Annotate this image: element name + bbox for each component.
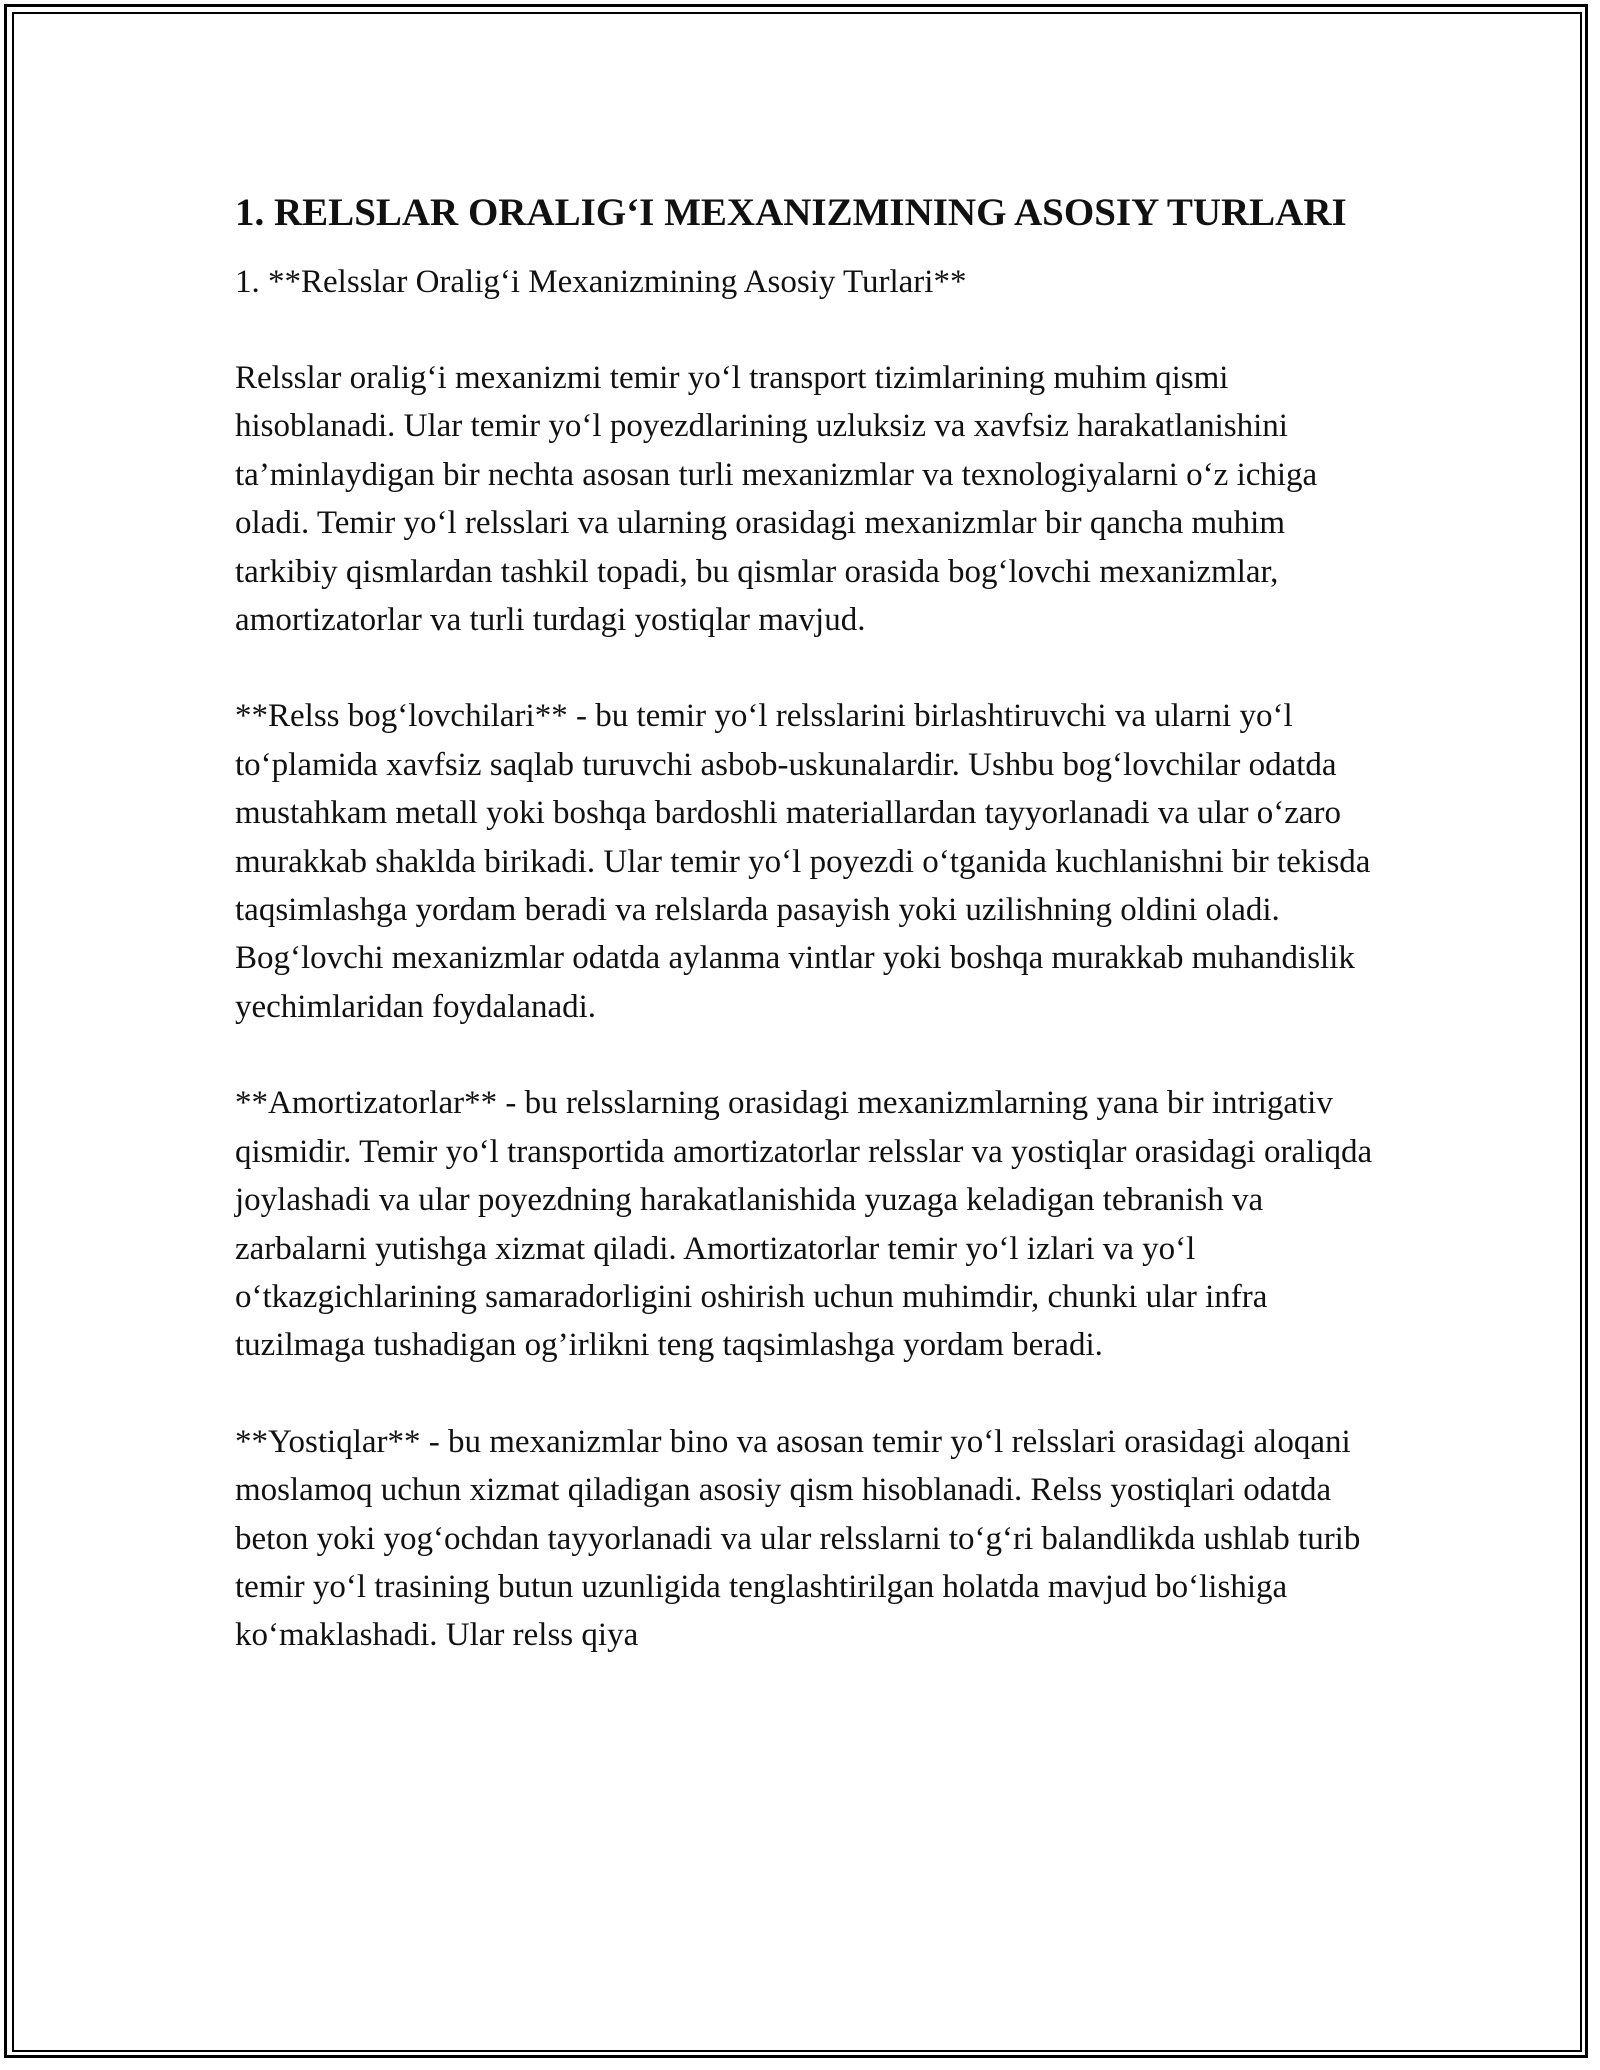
paragraph-relss-boglovchilari: **Relss bog‘lovchilari** - bu temir yo‘l relsslarini birlashtiruvchi va ularni yo‘l to‘plamida xavfsiz saqlab turuvchi asbob-uskunalardir. Ushbu bog‘lovchilar odatda mustahkam metall yoki boshqa bardoshli materiallardan tayyorlanadi va ular o‘zaro murakkab shaklda birikadi. Ular temir yo‘l poyezdi o‘tganida kuchlanishni bir tekisda taqsimlashga yordam beradi va relslarda pasayish yoki uzilishning oldini oladi. Bog‘lovchi mexanizmlar odatda aylanma vintlar yoki boshqa murakkab muhandislik yechimlaridan foydalanadi. — [235, 698, 1371, 1025]
paragraph-yostiqlar: **Yostiqlar** - bu mexanizmlar bino va asosan temir yo‘l relsslari orasidagi aloqani moslamoq uchun xizmat qiladigan asosiy qism hisoblanadi. Relss yostiqlari odatda beton yoki yog‘ochdan tayyorlanadi va ular relsslarni to‘g‘ri balandlikda ushlab turib temir yo‘l trasining butun uzunligida tenglashtirilgan holatda mavjud bo‘lishiga ko‘maklashadi. Ular relss qiya — [235, 1423, 1361, 1654]
paragraph-intro: Relsslar oralig‘i mexanizmi temir yo‘l transport tizimlarining muhim qismi hisoblanadi. Ular temir yo‘l poyezdlarining uzluksiz va xavfsiz harakatlanishini ta’minlaydigan bir nechta asosan turli mexanizmlar va texnologiyalarni o‘z ichiga oladi. Temir yo‘l relsslari va ularning orasidagi mexanizmlar bir qancha muhim tarkibiy qismlardan tashkil topadi, bu qismlar orasida bog‘lovchi mexanizmlar, amortizatorlar va turli turdagi yostiqlar mavjud. — [235, 360, 1318, 639]
section-subheading: 1. **Relsslar Oralig‘i Mexanizmining Asosiy Turlari** — [235, 264, 967, 300]
paragraph-amortizatorlar: **Amortizatorlar** - bu relsslarning orasidagi mexanizmlarning yana bir intrigativ qismidir. Temir yo‘l transportida amortizatorlar relsslar va yostiqlar orasidagi oraliqda joylashadi va ular poyezdning harakatlanishida yuzaga keladigan tebranish va zarbalarni yutishga xizmat qiladi. Amortizatorlar temir yo‘l izlari va yo‘l o‘tkazgichlarining samaradorligini oshirish uchun muhimdir, chunki ular infra tuzilmaga tushadigan og’irlikni teng taqsimlashga yordam beradi. — [235, 1085, 1373, 1364]
document-title: 1. RELSLAR ORALIG‘I MEXANIZMINING ASOSIY TURLARI — [235, 191, 1347, 234]
document-body — [235, 186, 1375, 1708]
